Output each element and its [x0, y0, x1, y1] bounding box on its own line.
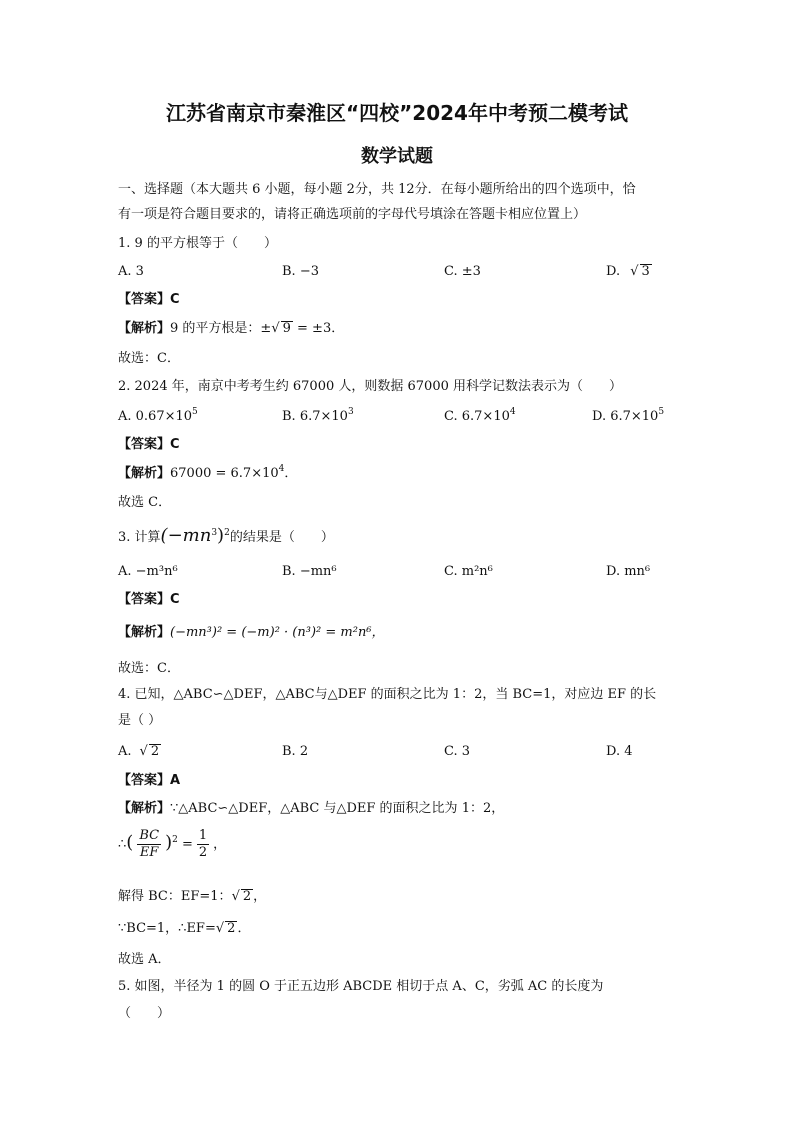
q2-answer: 【答案】C: [118, 437, 180, 452]
q4-ratio-equation: ∴( $\frac{BC}{EF}$ )$^2$ = $\frac{1}{2}$ ，: [118, 828, 227, 860]
q1-option-d-radicand: 3: [641, 264, 650, 279]
q2-stem: 2. 2024 年，南京中考考生约 67000 人，则数据 67000 用科学记数法表示为（ ）: [118, 379, 622, 394]
q1-option-b: B. −3: [282, 264, 319, 279]
q2-option-d: D. $6.7\times 10^5$: [592, 407, 665, 424]
q4-analysis: 【解析】∵△ABC∽△DEF，△ABC 与△DEF 的面积之比为 1：2，: [118, 801, 505, 816]
section-heading-line2: 有一项是符合题目要求的，请将正确选项前的字母代号填涂在答题卡相应位置上）: [118, 207, 587, 222]
q3-stem: 3. 计算$(-mn^3)^2$的结果是（ ）: [118, 525, 334, 546]
q4-option-c: C. 3: [444, 744, 471, 759]
q1-analysis-text: 9 的平方根是：±: [170, 321, 272, 336]
q1-analysis-label: 【解析】: [118, 321, 171, 336]
q5-stem-line1: 5. 如图，半径为 1 的圆 O 于正五边形 ABCDE 相切于点 A、C，劣弧 AC 的长度为: [118, 979, 604, 994]
q4-answer: 【答案】A: [118, 773, 181, 788]
q1-answer: 【答案】C: [118, 292, 180, 307]
q4-because-line: ∵BC=1，∴EF=√ 2 ．: [118, 921, 251, 936]
q1-conclusion: 故选：C．: [118, 351, 180, 366]
q3-option-d: D. mn⁶: [606, 564, 651, 579]
exam-subtitle: 数学试题: [361, 146, 433, 167]
q2-analysis: 【解析】$67000 = 6.7\times 10^4$．: [118, 464, 298, 481]
q4-option-a: A. √ 2: [118, 744, 160, 759]
q1-analysis-radicand: 9: [282, 321, 291, 336]
q4-option-d: D. 4: [606, 744, 633, 759]
exam-title: 江苏省南京市秦淮区“四校”2024年中考预二模考试: [166, 101, 628, 125]
q1-option-c: C. ±3: [444, 264, 481, 279]
q3-answer: 【答案】C: [118, 592, 180, 607]
section-heading-line1: 一、选择题（本大题共 6 小题，每小题 2分，共 12分．在每小题所给出的四个选项中，恰: [118, 182, 636, 197]
q4-stem-line1: 4. 已知，△ABC∽△DEF，△ABC与△DEF 的面积之比为 1：2，当 BC=1，对应边 EF 的长: [118, 687, 657, 702]
q1-option-d-label: D.: [606, 264, 621, 279]
q1-analysis: 【解析】9 的平方根是：±√ 9 = ±3．: [118, 321, 345, 336]
q3-analysis: 【解析】(−mn³)² = (−m)² · (n³)² = m²n⁶，: [118, 625, 385, 640]
q3-conclusion: 故选：C．: [118, 661, 180, 676]
q5-stem-line2: （ ）: [118, 1006, 171, 1021]
q4-solve-line: 解得 BC：EF=1：√ 2 ，: [118, 889, 267, 904]
q3-option-b: B. −mn⁶: [282, 564, 337, 579]
q4-stem-line2: 是（ ）: [118, 713, 162, 728]
q3-option-c: C. m²n⁶: [444, 564, 493, 579]
q1-option-a: A. 3: [118, 264, 144, 279]
q4-conclusion: 故选 A．: [118, 952, 171, 967]
q1-option-d: D. √ 3: [606, 264, 650, 279]
q3-option-a: A. −m³n⁶: [118, 564, 178, 579]
q2-conclusion: 故选 C．: [118, 495, 172, 510]
q4-option-b: B. 2: [282, 744, 309, 759]
q2-option-c: C. $6.7\times 10^4$: [444, 407, 516, 424]
q2-option-b: B. $6.7\times 10^3$: [282, 407, 354, 424]
q1-stem: 1. 9 的平方根等于（ ）: [118, 236, 277, 251]
q2-option-a: A. $0.67\times 10^5$: [118, 407, 198, 424]
q1-analysis-tail: = ±3．: [292, 321, 345, 336]
